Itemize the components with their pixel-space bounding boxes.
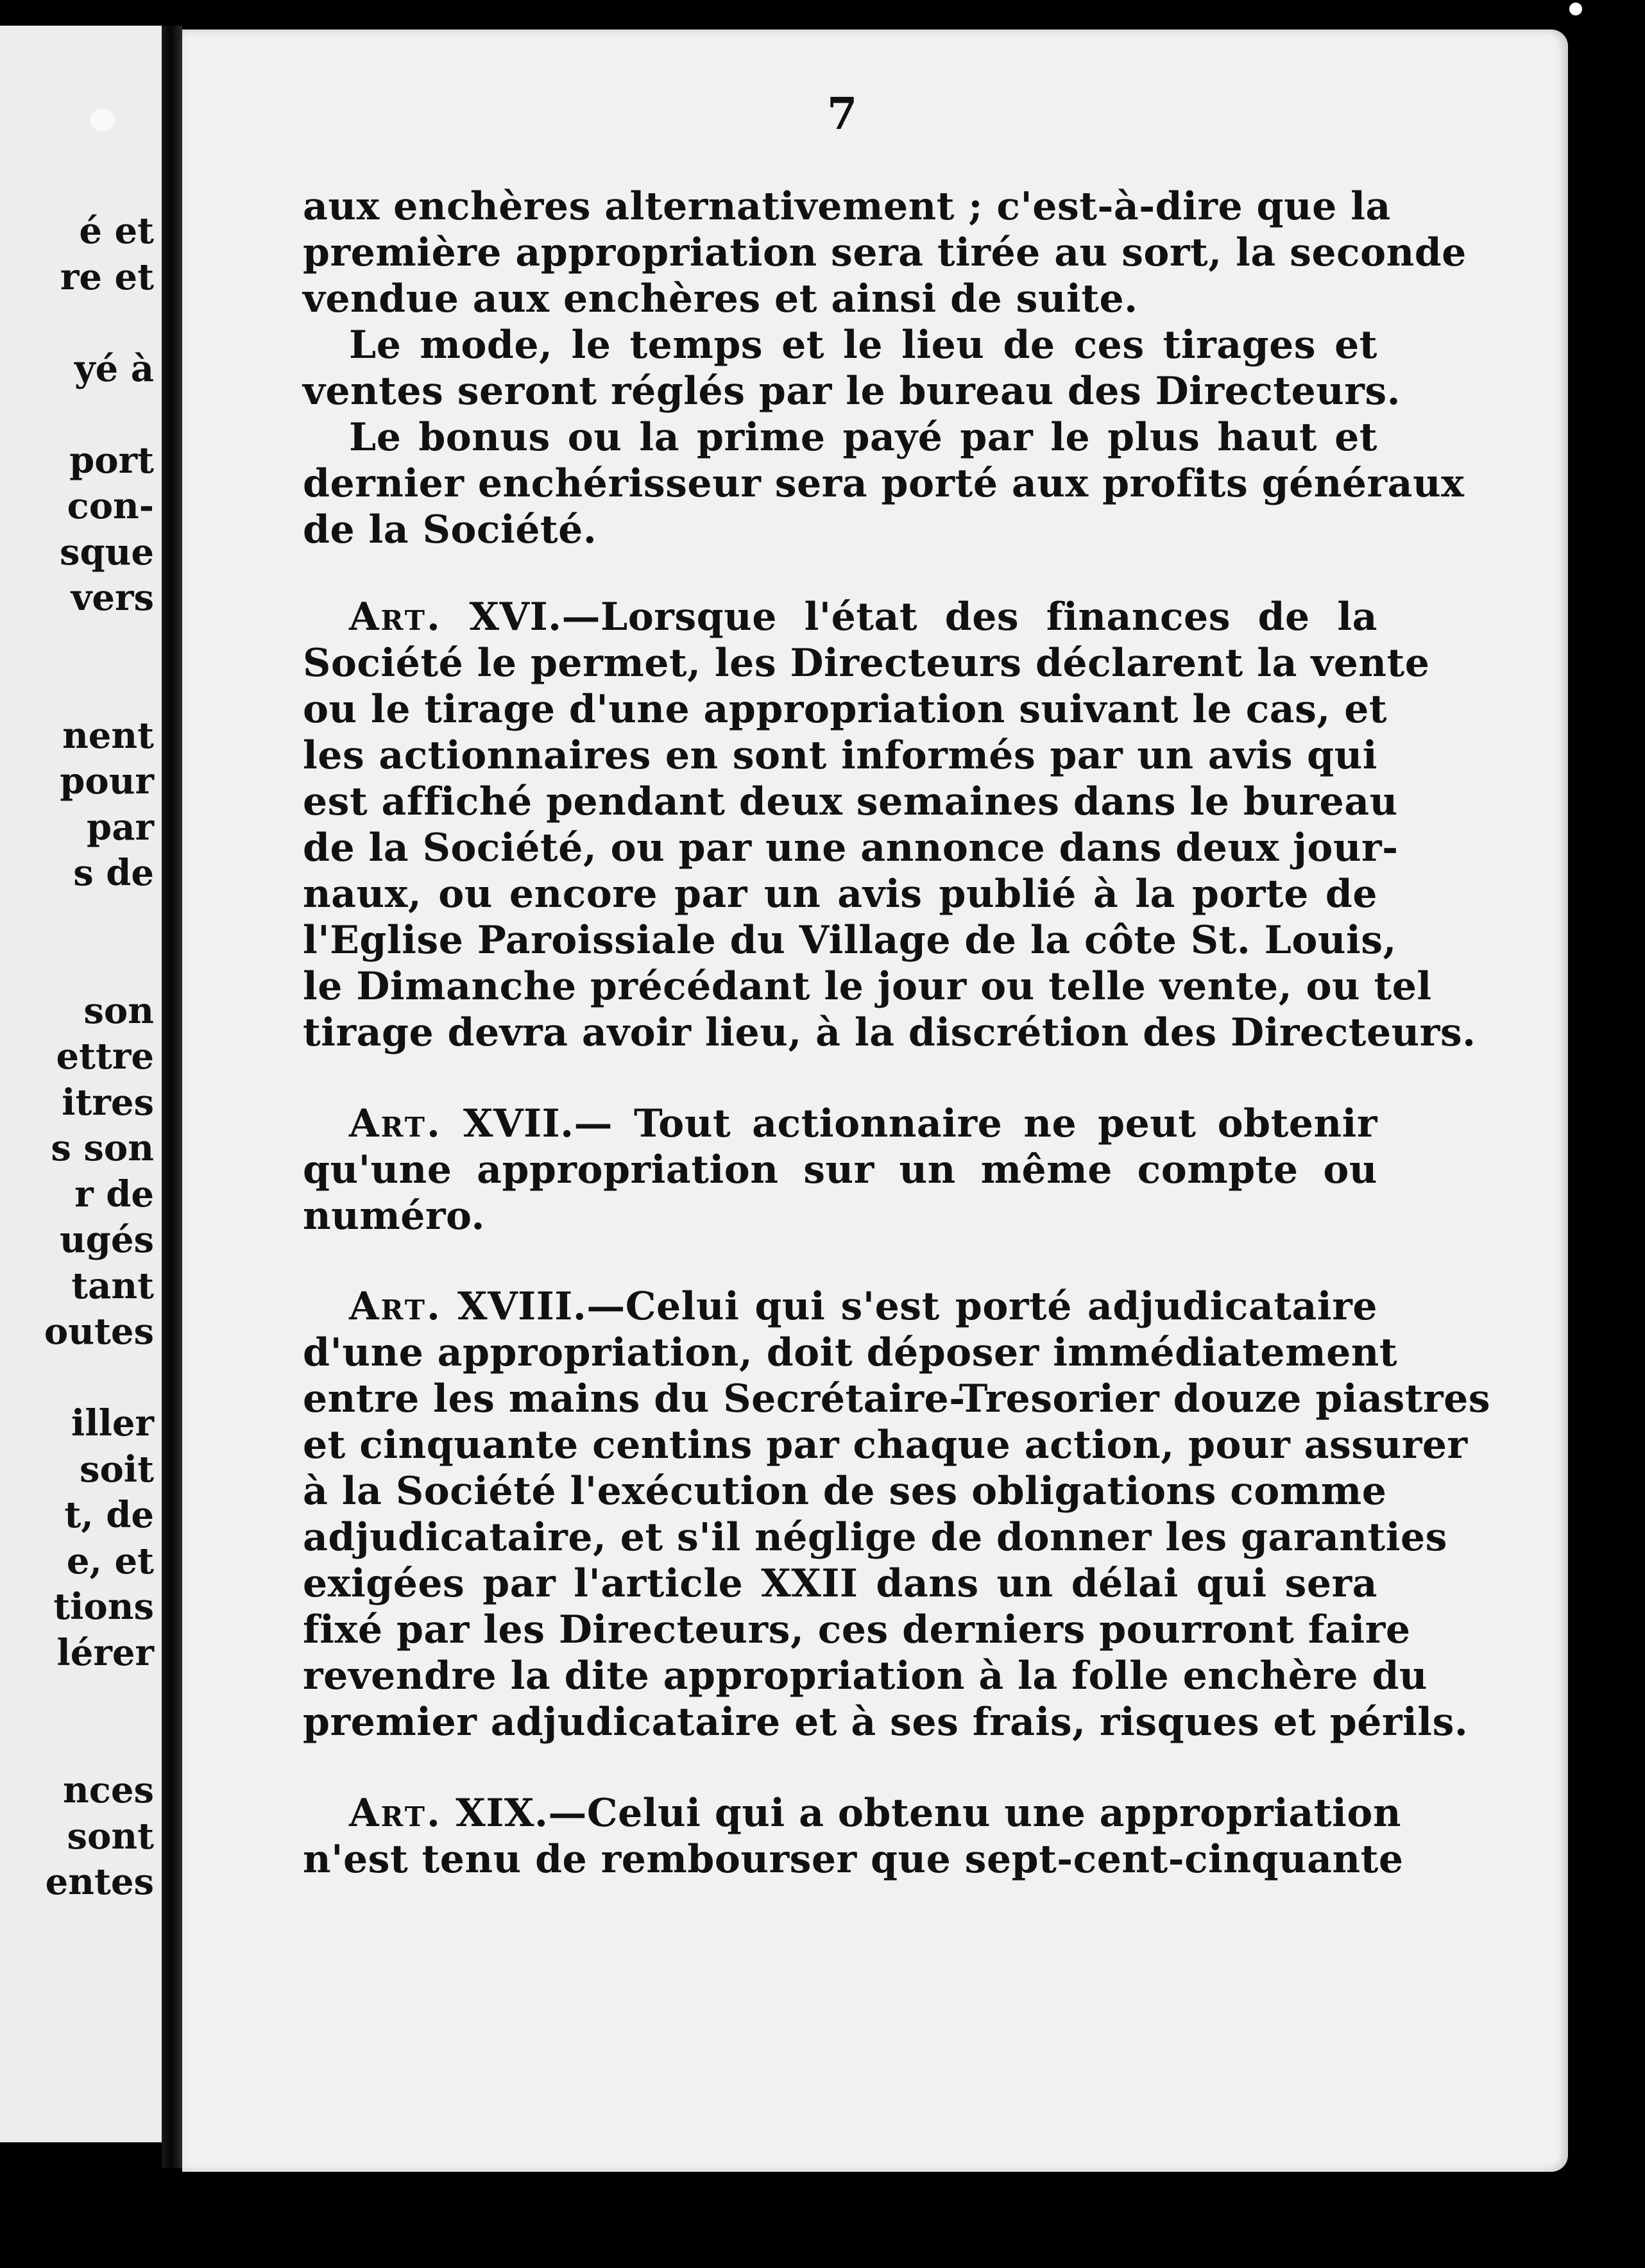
- article-label: Art.: [349, 595, 442, 639]
- text-line: ou le tirage d'une appropriation suivant le cas, et: [303, 687, 1388, 732]
- previous-page-fragment: tions: [53, 1586, 154, 1628]
- text-line: vendue aux enchères et ainsi de suite.: [303, 276, 1138, 321]
- previous-page-fragment: ugés: [59, 1219, 154, 1261]
- paragraph-mode: [303, 322, 1401, 414]
- text-line: Le bonus ou la prime payé par le plus haut et: [349, 415, 1377, 460]
- article-label: Art.: [349, 1284, 442, 1329]
- previous-page-fragment: ettre: [56, 1035, 154, 1078]
- text-line: aux enchères alternativement ; c'est-à-dire que la: [303, 184, 1391, 229]
- text-line: l'Eglise Paroissiale du Village de la côte St. Louis,: [303, 918, 1397, 963]
- previous-page-fragment: iller: [71, 1402, 154, 1444]
- paragraph-continuation: [303, 183, 1467, 322]
- text-line: naux, ou encore par un avis publié à la porte de: [303, 872, 1377, 917]
- text-line: est affiché pendant deux semaines dans le bureau: [303, 779, 1398, 824]
- text-line: de la Société, ou par une annonce dans deux jour-: [303, 825, 1399, 870]
- article-number: XIX.: [456, 1791, 549, 1836]
- scan-speck: [1569, 3, 1582, 15]
- article-label: Art.: [349, 1791, 442, 1836]
- text-line: numéro.: [303, 1194, 485, 1239]
- article-xix: [303, 1790, 1404, 1883]
- previous-page-fragment: pour: [60, 760, 154, 802]
- text-line: et cinquante centins par chaque action, pour assurer: [303, 1423, 1468, 1468]
- text-line: Le mode, le temps et le lieu de ces tirages et: [349, 323, 1377, 368]
- scan-speck: [90, 109, 115, 131]
- text-line: tirage devra avoir lieu, à la discrétion des Directeurs.: [303, 1010, 1476, 1055]
- article-label: Art.: [349, 1101, 442, 1146]
- previous-page-fragment: s son: [51, 1127, 154, 1169]
- previous-page-fragment: outes: [44, 1310, 154, 1353]
- previous-page-fragment: s de: [73, 852, 154, 894]
- previous-page-fragment: itres: [62, 1081, 154, 1124]
- previous-page-fragment: nent: [62, 714, 154, 757]
- text-line: qu'une appropriation sur un même compte ou: [303, 1147, 1377, 1192]
- text-line-rest: — Tout actionnaire ne peut obtenir: [574, 1101, 1377, 1146]
- previous-page-fragment: vers: [71, 577, 154, 619]
- text-line-rest: —Celui qui a obtenu une appropriation: [548, 1791, 1401, 1836]
- previous-page-fragment: par: [87, 806, 154, 849]
- text-line: n'est tenu de rembourser que sept-cent-cinquante: [303, 1837, 1404, 1882]
- text-line: [303, 1283, 1377, 1330]
- previous-page-fragment: soit: [79, 1448, 154, 1491]
- previous-page-fragment: e, et: [66, 1539, 154, 1582]
- text-line-rest: —Celui qui s'est porté adjudicataire: [586, 1284, 1378, 1329]
- page-number: 7: [827, 89, 858, 140]
- text-line: Société le permet, les Directeurs déclarent la vente: [303, 641, 1430, 686]
- previous-page-fragment: r de: [74, 1172, 154, 1215]
- binding-gutter: [162, 26, 182, 2168]
- text-line: dernier enchérisseur sera porté aux profits généraux: [303, 461, 1465, 506]
- previous-page-fragment: t, de: [64, 1494, 154, 1536]
- text-line: premier adjudicataire et à ses frais, risques et périls.: [303, 1700, 1469, 1745]
- previous-page-fragment: nces: [63, 1769, 154, 1811]
- text-line: exigées par l'article XXII dans un délai qui sera: [303, 1561, 1377, 1606]
- previous-page-fragment: con-: [67, 485, 154, 527]
- article-xvi: [303, 594, 1476, 1056]
- article-xvii: [303, 1101, 1377, 1239]
- text-line: [303, 1790, 1401, 1836]
- text-line: [303, 1101, 1377, 1147]
- previous-page-sliver: [0, 26, 162, 2142]
- text-line: fixé par les Directeurs, ces derniers pourront faire: [303, 1607, 1411, 1652]
- text-line: adjudicataire, et s'il néglige de donner les garanties: [303, 1515, 1447, 1560]
- previous-page-fragment: sque: [59, 530, 154, 573]
- previous-page-fragment: yé à: [74, 347, 154, 390]
- text-line: de la Société.: [303, 507, 597, 552]
- text-line: d'une appropriation, doit déposer immédiatement: [303, 1330, 1398, 1375]
- previous-page-fragment: son: [83, 989, 154, 1032]
- text-line: première appropriation sera tirée au sort, la seconde: [303, 230, 1467, 275]
- text-line: les actionnaires en sont informés par un avis qui: [303, 733, 1377, 778]
- previous-page-fragment: re et: [60, 255, 154, 298]
- text-line: [303, 594, 1377, 640]
- previous-page-fragment: entes: [45, 1861, 154, 1903]
- article-number: XVII.: [463, 1101, 574, 1146]
- previous-page-fragment: sont: [67, 1815, 154, 1858]
- article-xviii: [303, 1283, 1491, 1745]
- article-number: XVI.: [469, 595, 562, 639]
- document-page: [182, 30, 1568, 2172]
- previous-page-fragment: port: [69, 439, 154, 482]
- previous-page-fragment: tant: [71, 1264, 154, 1307]
- previous-page-fragment: lérer: [56, 1631, 154, 1674]
- text-line: le Dimanche précédant le jour ou telle vente, ou tel: [303, 964, 1432, 1009]
- previous-page-fragment: é et: [79, 210, 154, 252]
- text-line: revendre la dite appropriation à la folle enchère du: [303, 1654, 1428, 1698]
- text-line: à la Société l'exécution de ses obligations comme: [303, 1469, 1387, 1514]
- text-line: entre les mains du Secrétaire-Tresorier douze piastres: [303, 1376, 1491, 1421]
- paragraph-bonus: [303, 414, 1465, 553]
- article-number: XVIII.: [457, 1284, 587, 1329]
- text-line: ventes seront réglés par le bureau des Directeurs.: [303, 369, 1401, 414]
- text-line-rest: —Lorsque l'état des finances de la: [561, 595, 1377, 639]
